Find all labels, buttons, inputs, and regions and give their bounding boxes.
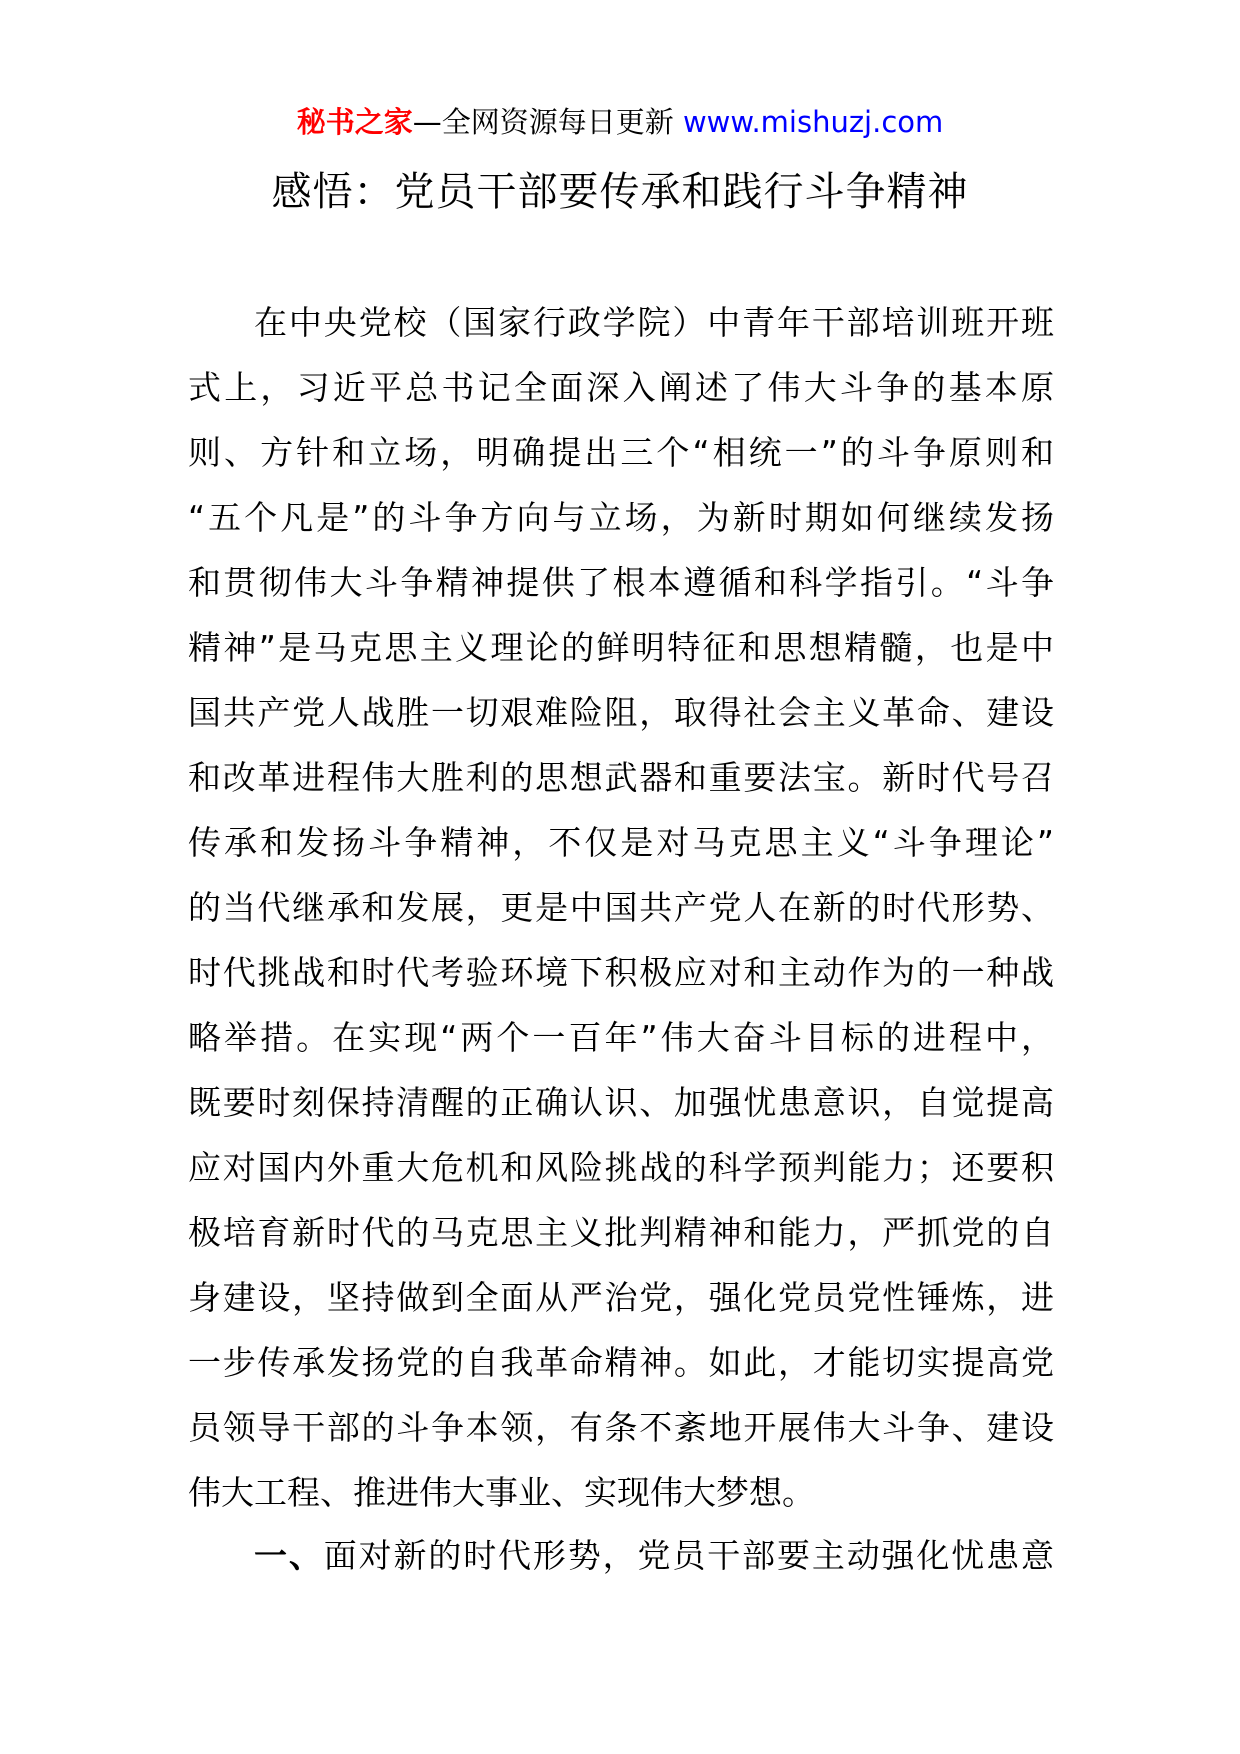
site-tagline: —全网资源每日更新 [412, 105, 674, 139]
paragraph-line: 则、方针和立场，明确提出三个“相统一”的斗争原则和 [188, 433, 1054, 472]
paragraph-line: 时代挑战和时代考验环境下积极应对和主动作为的一种战 [188, 953, 1054, 992]
brand-name: 秘书之家 [296, 105, 413, 139]
section-heading [254, 1523, 1054, 1588]
body-paragraph [188, 290, 1054, 1525]
paragraph-line: 在中央党校（国家行政学院）中青年干部培训班开班 [254, 303, 1054, 342]
paragraph-line: 精神”是马克思主义理论的鲜明特征和思想精髓，也是中 [188, 628, 1054, 667]
paragraph-line: 的当代继承和发展，更是中国共产党人在新的时代形势、 [188, 888, 1054, 927]
paragraph-line: 极培育新时代的马克思主义批判精神和能力，严抓党的自 [188, 1213, 1054, 1252]
paragraph-line: 略举措。在实现“两个一百年”伟大奋斗目标的进程中， [188, 1018, 1054, 1057]
paragraph-line: 伟大工程、推进伟大事业、实现伟大梦想。 [188, 1473, 815, 1512]
site-header [0, 102, 1240, 142]
paragraph-line: 身建设，坚持做到全面从严治党，强化党员党性锤炼，进 [188, 1278, 1054, 1317]
document-title: 感悟：党员干部要传承和践行斗争精神 [271, 169, 969, 215]
paragraph-line: 国共产党人战胜一切艰难险阻，取得社会主义革命、建设 [188, 693, 1054, 732]
paragraph-line: “五个凡是”的斗争方向与立场，为新时期如何继续发扬 [188, 498, 1054, 537]
paragraph-line: 既要时刻保持清醒的正确认识、加强忧患意识，自觉提高 [188, 1083, 1054, 1122]
paragraph-line: 和改革进程伟大胜利的思想武器和重要法宝。新时代号召 [188, 758, 1054, 797]
paragraph-line: 和贯彻伟大斗争精神提供了根本遵循和科学指引。“斗争 [188, 563, 1054, 602]
paragraph-line: 一步传承发扬党的自我革命精神。如此，才能切实提高党 [188, 1343, 1054, 1382]
section-heading-text: 面对新的时代形势，党员干部要主动强化忧患意 [323, 1536, 1055, 1575]
site-url-link[interactable]: www.mishuzj.com [682, 105, 944, 139]
paragraph-line: 式上，习近平总书记全面深入阐述了伟大斗争的基本原 [188, 368, 1054, 407]
paragraph-line: 应对国内外重大危机和风险挑战的科学预判能力；还要积 [188, 1148, 1054, 1187]
paragraph-line: 传承和发扬斗争精神，不仅是对马克思主义“斗争理论” [188, 823, 1054, 862]
paragraph-line: 员领导干部的斗争本领，有条不紊地开展伟大斗争、建设 [188, 1408, 1054, 1447]
section-number: 一、 [254, 1536, 324, 1575]
